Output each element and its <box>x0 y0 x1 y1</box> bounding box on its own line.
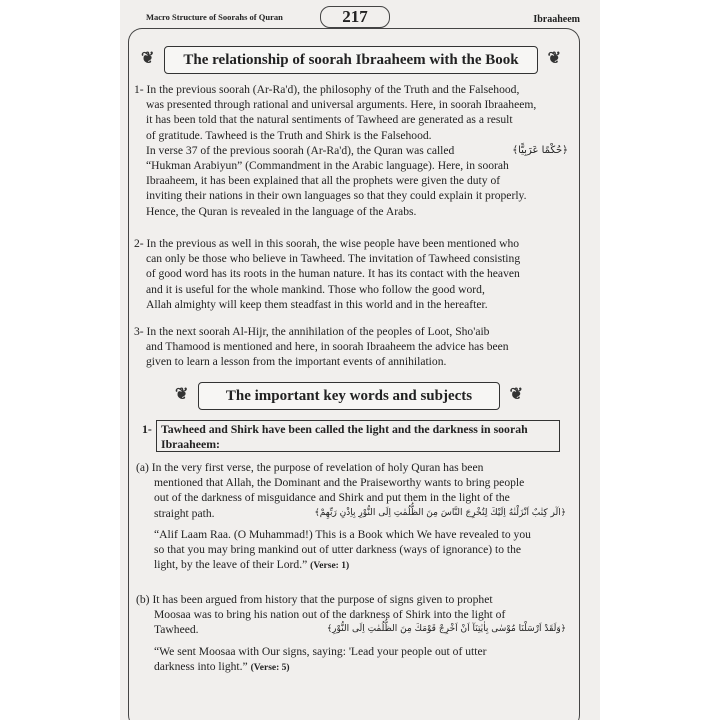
text-line: can only be those who believe in Tawheed. The invitation of Tawheed consisting <box>146 252 521 266</box>
text-line: darkness into light.” <box>154 659 248 673</box>
text-line: In the very first verse, the purpose of revelation of holy Quran has been <box>151 461 484 474</box>
text-line: 1- In the previous soorah (Ar-Ra'd), the philosophy of the Truth and the Falsehood, <box>134 83 520 96</box>
text-line: Ibraaheem, it has been explained that all the prophets were given the duty of <box>146 174 501 188</box>
ornament-icon: ❦ <box>509 386 523 403</box>
text-line: Tawheed. <box>154 623 199 637</box>
keyword-number: 1- <box>142 422 152 436</box>
text-line: 2- In the previous as well in this soorah, the wise people have been mentioned who <box>134 237 520 250</box>
page-number: 217 <box>320 6 390 28</box>
verse-ref: (Verse: 1) <box>310 561 350 572</box>
subitem-label: (b) <box>136 593 150 606</box>
keyword-heading <box>142 420 562 454</box>
text-line: It has been argued from history that the purpose of signs given to prophet <box>152 593 493 606</box>
text-line: Allah almighty will keep them steadfast in this world and in the hereafter. <box>146 297 488 311</box>
keyword-line: Ibraaheem: <box>161 437 220 451</box>
arabic-quote: ﴿الٓر كِتٰبٌ اَنْزَلْنٰهُ اِلَيْكَ لِتُخْرِجَ النَّاسَ مِنَ الظُّلُمٰتِ اِلَى النُّوْرِ بِاِذْنِ رَبِّهِمْ﴾ <box>314 507 566 518</box>
text-line: so that you may bring mankind out of utter darkness (ways of ignorance) to the <box>154 543 522 557</box>
text-line: was presented through rational and universal arguments. Here, in soorah Ibraaheem, <box>146 98 537 112</box>
subitem-a <box>136 460 566 574</box>
arabic-quote: ﴿وَلَقَدْ اَرْسَلْنَا مُوْسٰى بِاٰيٰتِنَآ اَنْ اَخْرِجْ قَوْمَكَ مِنَ الظُّلُمٰتِ اِلَى النُّوْرِ﴾ <box>326 624 566 635</box>
arabic-quote: ﴿حُكْمًا عَرَبِيًّا﴾ <box>512 144 568 156</box>
ornament-icon: ❦ <box>141 50 155 67</box>
text-line: In verse 37 of the previous soorah (Ar-Ra'd), the Quran was called <box>146 143 455 157</box>
keyword-line: Tawheed and Shirk have been called the light and the darkness in soorah <box>161 422 528 436</box>
page-header <box>120 4 600 30</box>
text-line: mentioned that Allah, the Dominant and the Praiseworthy wants to bring people <box>154 476 525 490</box>
section-title-text: The important key words and subjects <box>225 388 473 404</box>
text-line: Hence, the Quran is revealed in the language of the Arabs. <box>146 204 417 218</box>
book-page <box>120 0 600 720</box>
subitem-b <box>136 592 566 676</box>
text-line: and it is useful for the whole mankind. Those who follow the good word, <box>146 282 485 296</box>
section-title-keywords <box>175 382 523 410</box>
text-line: given to learn a lesson from the important events of annihilation. <box>146 355 447 369</box>
text-line: “Hukman Arabiyun” (Commandment in the Arabic language). Here, in soorah <box>146 159 509 173</box>
section-title-text: The relationship of soorah Ibraaheem with the Book <box>183 52 519 68</box>
list-item <box>134 82 568 219</box>
text-line: of gratitude. Tawheed is the Truth and Shirk is the Falsehood. <box>146 128 432 142</box>
text-line: 3- In the next soorah Al-Hijr, the annihilation of the peoples of Loot, Sho'aib <box>134 325 490 338</box>
text-line: it has been told that the natural sentiments of Tawheed are generated as a result <box>146 113 513 127</box>
running-title: Macro Structure of Soorahs of Quran <box>146 12 283 22</box>
subitem-label: (a) <box>136 461 149 474</box>
ornament-icon: ❦ <box>175 386 189 403</box>
chapter-name: Ibraaheem <box>533 14 580 25</box>
section-title-relationship <box>141 46 561 74</box>
text-line: and Thamood is mentioned and here, in soorah Ibraaheem the advice has been <box>146 340 509 354</box>
list-item <box>134 236 568 312</box>
text-line: of good word has its roots in the human nature. It has its contact with the heaven <box>146 267 520 281</box>
text-line: out of the darkness of misguidance and Shirk and put them in the light of the <box>154 491 510 505</box>
ornament-icon: ❦ <box>547 50 561 67</box>
text-line: straight path. <box>154 506 215 520</box>
text-line: light, by the leave of their Lord.” <box>154 558 308 572</box>
text-line: Moosaa was to bring his nation out of the darkness of Shirk into the light of <box>154 608 506 622</box>
text-line: inviting their nations in their own languages so that they could explain it properly. <box>146 189 527 203</box>
keyword-box <box>156 420 560 452</box>
verse-ref: (Verse: 5) <box>250 662 290 673</box>
text-line: “Alif Laam Raa. (O Muhammad!) This is a Book which We have revealed to you <box>154 527 531 541</box>
text-line: “We sent Moosaa with Our signs, saying: 'Lead your people out of utter <box>154 644 487 658</box>
list-item <box>134 324 568 370</box>
